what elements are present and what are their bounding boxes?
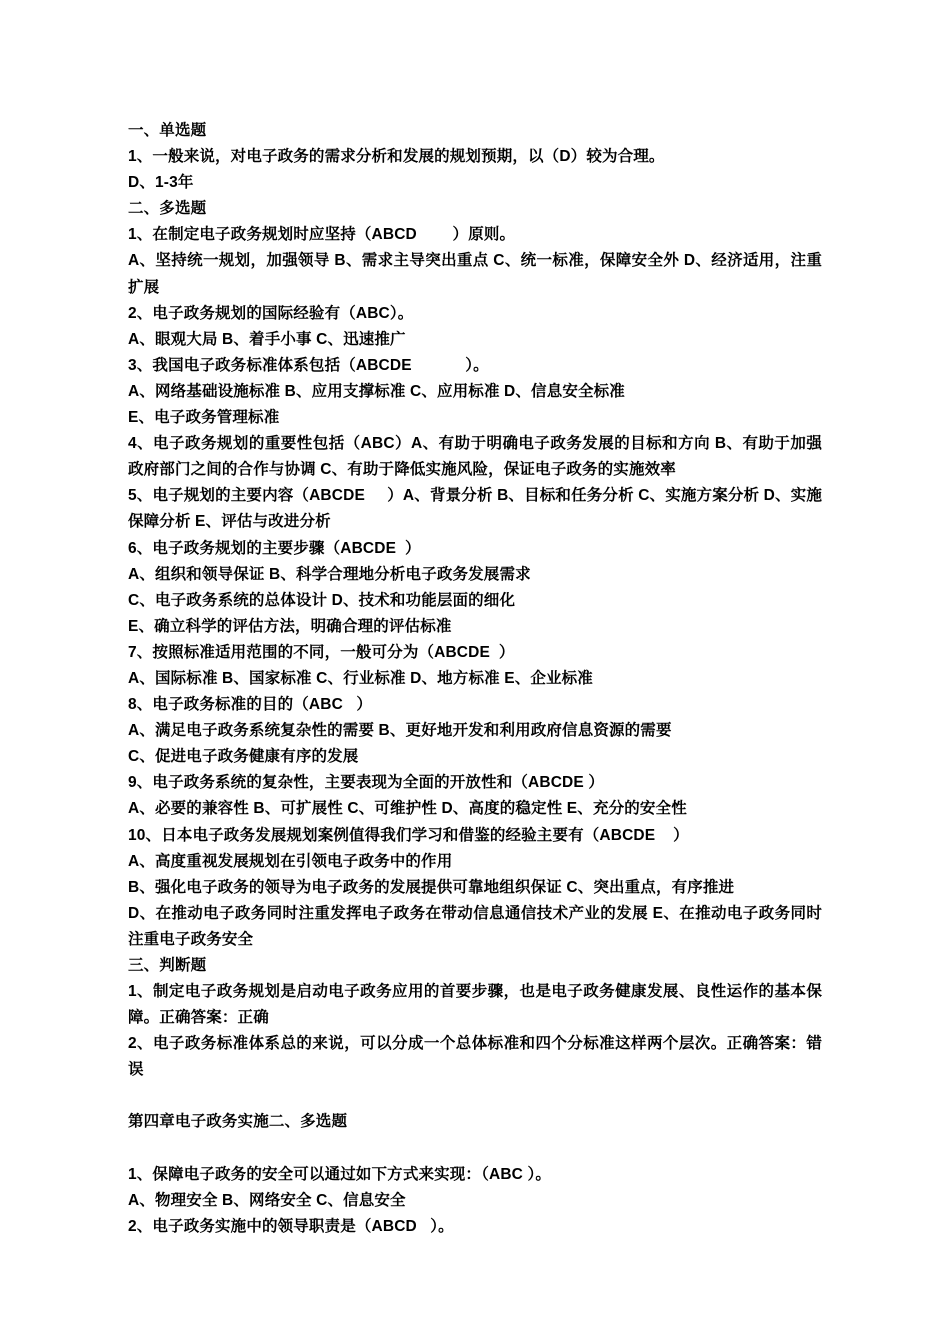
paragraph: 3、我国电子政务标准体系包括（ABCDE ）。 [128,356,489,374]
paragraph-spacer [128,1136,822,1162]
paragraph: A、坚持统一规划，加强领导 B、需求主导突出重点 C、统一标准，保障安全外 D、经济适用，注重扩展 [128,252,822,296]
paragraph: D、1-3年 [128,174,194,192]
paragraph: A、满足电子政务系统复杂性的需要 B、更好地开发和利用政府信息资源的需要 [128,722,672,740]
paragraph: A、国际标准 B、国家标准 C、行业标准 D、地方标准 E、企业标准 [128,669,593,687]
paragraph: 2、电子政务规划的国际经验有（ABC）。 [128,304,414,322]
paragraph: A、必要的兼容性 B、可扩展性 C、可维护性 D、高度的稳定性 E、充分的安全性 [128,800,687,818]
paragraph: E、电子政务管理标准 [128,409,280,427]
document-body [128,118,822,1240]
paragraph: 三、判断题 [128,957,207,974]
paragraph: 二、多选题 [128,200,207,218]
paragraph: 1、制定电子政务规划是启动电子政务应用的首要步骤，也是电子政务健康发展、良性运作的基本保障。正确答案：正确 [128,983,822,1027]
paragraph: A、眼观大局 B、着手小事 C、迅速推广 [128,330,406,348]
paragraph: 1、一般来说，对电子政务的需求分析和发展的规划预期，以（D）较为合理。 [128,148,665,166]
paragraph: A、高度重视发展规划在引领电子政务中的作用 [128,852,453,870]
paragraph: 6、电子政务规划的主要步骤（ABCDE ） [128,539,421,557]
paragraph: 1、保障电子政务的安全可以通过如下方式来实现：（ABC ）。 [128,1165,552,1183]
paragraph: 10、日本电子政务发展规划案例值得我们学习和借鉴的经验主要有（ABCDE ） [128,826,689,844]
paragraph: 7、按照标准适用范围的不同，一般可分为（ABCDE ） [128,643,515,661]
paragraph: 2、电子政务标准体系总的来说，可以分成一个总体标准和四个分标准这样两个层次。正确答案：错误 [128,1035,822,1079]
paragraph: C、促进电子政务健康有序的发展 [128,748,359,766]
paragraph: 1、在制定电子政务规划时应坚持（ABCD ）原则。 [128,226,516,244]
paragraph: C、电子政务系统的总体设计 D、技术和功能层面的细化 [128,591,516,609]
paragraph: A、物理安全 B、网络安全 C、信息安全 [128,1191,406,1209]
paragraph: 9、电子政务系统的复杂性，主要表现为全面的开放性和（ABCDE ） [128,774,604,792]
section-heading: 第四章电子政务实施二、多选题 [128,1113,348,1131]
paragraph: A、组织和领导保证 B、科学合理地分析电子政务发展需求 [128,565,531,583]
paragraph: 4、电子政务规划的重要性包括（ABC）A、有助于明确电子政务发展的目标和方向 B、有助于加强政府部门之间的合作与协调 C、有助于降低实施风险，保证电子政务的实施效率 [128,435,822,479]
paragraph: B、强化电子政务的领导为电子政务的发展提供可靠地组织保证 C、突出重点，有序推进 [128,878,735,896]
paragraph: 8、电子政务标准的目的（ABC ） [128,696,372,714]
paragraph: A、网络基础设施标准 B、应用支撑标准 C、应用标准 D、信息安全标准 [128,382,625,400]
paragraph: 5、电子规划的主要内容（ABCDE ）A、背景分析 B、目标和任务分析 C、实施方案分析 D、实施保障分析 E、评估与改进分析 [128,487,822,531]
paragraph: 2、电子政务实施中的领导职责是（ABCD ）。 [128,1217,454,1235]
paragraph-spacer [128,1083,822,1109]
paragraph: E、确立科学的评估方法，明确合理的评估标准 [128,617,452,635]
paragraph: D、在推动电子政务同时注重发挥电子政务在带动信息通信技术产业的发展 E、在推动电子政务同时注重电子政务安全 [128,904,822,948]
paragraph: 一、单选题 [128,122,207,139]
